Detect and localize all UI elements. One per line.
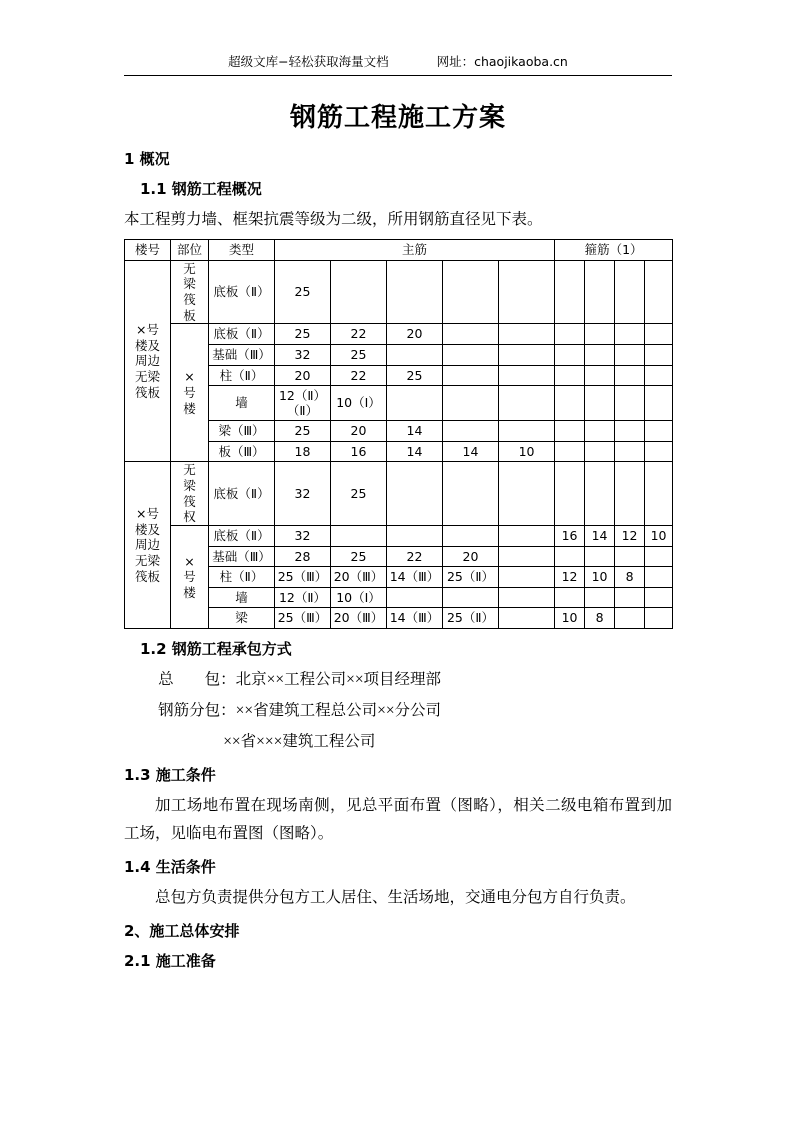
cell-stirrup — [645, 344, 673, 365]
cell-main — [499, 260, 555, 324]
cell-stirrup: 8 — [585, 608, 615, 629]
cell-stirrup — [555, 365, 585, 386]
cell-main: 20 — [275, 365, 331, 386]
cell-main — [387, 462, 443, 526]
table-row — [125, 525, 673, 546]
cell-stirrup — [615, 546, 645, 567]
paragraph-1-1: 本工程剪力墙、框架抗震等级为二级，所用钢筋直径见下表。 — [124, 211, 543, 228]
cell-main — [387, 386, 443, 421]
cell-main — [499, 344, 555, 365]
cell-main — [499, 546, 555, 567]
cell-main: 12（Ⅱ） — [275, 587, 331, 608]
cell-main: 25（Ⅱ） — [443, 567, 499, 588]
cell-type: 底板（Ⅱ） — [209, 525, 275, 546]
cell-stirrup — [585, 546, 615, 567]
cell-stirrup — [645, 587, 673, 608]
cell-main — [443, 386, 499, 421]
cell-main: 10（Ⅰ） — [331, 587, 387, 608]
th-building: 楼号 — [125, 240, 171, 261]
cell-stirrup: 10 — [585, 567, 615, 588]
paragraph-1-3: 加工场地布置在现场南侧，见总平面布置（图略），相关二级电箱布置到加工场，见临电布置图（图略）。 — [124, 797, 672, 842]
cell-main — [331, 525, 387, 546]
heading-1: 1 概况 — [124, 150, 170, 168]
cell-main: 20（Ⅲ） — [331, 608, 387, 629]
cell-stirrup: 8 — [615, 567, 645, 588]
cell-main: 18 — [275, 441, 331, 462]
cell-main: 10（Ⅰ） — [331, 386, 387, 421]
cell-main — [499, 567, 555, 588]
heading-1-2: 1.2 钢筋工程承包方式 — [140, 640, 292, 658]
paragraph-1-4: 总包方负责提供分包方工人居住、生活场地，交通电分包方自行负责。 — [155, 888, 636, 906]
cell-stirrup — [555, 421, 585, 442]
cell-type: 梁 — [209, 608, 275, 629]
cell-main — [499, 608, 555, 629]
cell-main: 25 — [275, 324, 331, 345]
cell-stirrup — [585, 324, 615, 345]
cell-stirrup — [615, 462, 645, 526]
cell-stirrup — [615, 421, 645, 442]
cell-part-2-2: ×号楼 — [171, 525, 209, 628]
cell-main: 14（Ⅲ） — [387, 567, 443, 588]
cell-part-2-1: 无梁筏权 — [171, 462, 209, 526]
heading-1-1: 1.1 钢筋工程概况 — [140, 180, 262, 198]
cell-stirrup — [615, 260, 645, 324]
rebar-table — [124, 239, 673, 629]
cell-type: 底板（Ⅱ） — [209, 324, 275, 345]
cell-stirrup — [555, 587, 585, 608]
cell-stirrup — [615, 386, 645, 421]
cell-type: 梁（Ⅲ） — [209, 421, 275, 442]
cell-main — [443, 365, 499, 386]
cell-stirrup — [645, 441, 673, 462]
cell-main: 25 — [275, 421, 331, 442]
cell-main: 25 — [331, 546, 387, 567]
cell-type: 墙 — [209, 386, 275, 421]
document-content — [124, 85, 672, 978]
paragraph-1-2-line1: 总 包：北京××工程公司××项目经理部 — [158, 671, 442, 688]
cell-main — [387, 344, 443, 365]
cell-main: 20 — [443, 546, 499, 567]
cell-main — [443, 260, 499, 324]
cell-stirrup — [645, 421, 673, 442]
cell-main: 10 — [499, 441, 555, 462]
cell-main: 32 — [275, 462, 331, 526]
th-main-rebar: 主筋 — [275, 240, 555, 261]
cell-main: 20 — [331, 421, 387, 442]
cell-main: 16 — [331, 441, 387, 462]
cell-type: 板（Ⅲ） — [209, 441, 275, 462]
heading-1-4: 1.4 生活条件 — [124, 857, 216, 876]
table-row — [125, 324, 673, 345]
cell-main: 25（Ⅲ） — [275, 567, 331, 588]
cell-type: 底板（Ⅱ） — [209, 462, 275, 526]
cell-main: 32 — [275, 344, 331, 365]
cell-main — [443, 525, 499, 546]
cell-main — [387, 525, 443, 546]
cell-stirrup — [615, 441, 645, 462]
cell-main — [387, 587, 443, 608]
cell-stirrup — [615, 587, 645, 608]
cell-stirrup — [585, 365, 615, 386]
cell-stirrup — [585, 260, 615, 324]
cell-main — [443, 587, 499, 608]
cell-stirrup — [645, 365, 673, 386]
cell-main: 14 — [443, 441, 499, 462]
cell-stirrup — [555, 386, 585, 421]
cell-stirrup — [555, 260, 585, 324]
cell-stirrup — [555, 441, 585, 462]
cell-stirrup — [645, 260, 673, 324]
cell-stirrup: 10 — [645, 525, 673, 546]
cell-main: 32 — [275, 525, 331, 546]
cell-stirrup — [615, 324, 645, 345]
cell-main — [499, 462, 555, 526]
header-website-label: 网址：chaojikaoba.cn — [436, 54, 568, 69]
cell-stirrup — [585, 441, 615, 462]
page-title: 钢筋工程施工方案 — [289, 103, 506, 133]
cell-stirrup: 12 — [555, 567, 585, 588]
cell-main: 22 — [331, 365, 387, 386]
cell-main: 28 — [275, 546, 331, 567]
th-part: 部位 — [171, 240, 209, 261]
cell-stirrup — [645, 462, 673, 526]
cell-main: 25（Ⅱ） — [443, 608, 499, 629]
cell-stirrup: 12 — [615, 525, 645, 546]
cell-main: 14（Ⅲ） — [387, 608, 443, 629]
th-type: 类型 — [209, 240, 275, 261]
cell-main — [443, 462, 499, 526]
cell-stirrup — [615, 608, 645, 629]
cell-stirrup — [585, 462, 615, 526]
cell-type: 基础（Ⅲ） — [209, 344, 275, 365]
cell-stirrup — [615, 344, 645, 365]
cell-stirrup — [645, 324, 673, 345]
cell-main: 25 — [331, 462, 387, 526]
cell-type: 柱（Ⅱ） — [209, 567, 275, 588]
page-header — [124, 52, 672, 76]
cell-main: 20（Ⅲ） — [331, 567, 387, 588]
cell-building-2: ×号楼及周边无梁筏板 — [125, 462, 171, 629]
cell-main — [331, 260, 387, 324]
cell-stirrup — [585, 421, 615, 442]
cell-stirrup: 14 — [585, 525, 615, 546]
cell-stirrup — [645, 567, 673, 588]
cell-main — [443, 344, 499, 365]
cell-stirrup — [555, 344, 585, 365]
table-row — [125, 462, 673, 526]
cell-building-1: ×号楼及周边无梁筏板 — [125, 260, 171, 462]
cell-main — [499, 587, 555, 608]
cell-stirrup — [615, 365, 645, 386]
cell-stirrup: 16 — [555, 525, 585, 546]
th-stirrup: 箍筋（1） — [555, 240, 673, 261]
cell-stirrup — [555, 546, 585, 567]
heading-2-1: 2.1 施工准备 — [124, 951, 216, 970]
cell-main — [443, 324, 499, 345]
cell-main — [499, 421, 555, 442]
cell-stirrup — [645, 546, 673, 567]
cell-main — [499, 386, 555, 421]
cell-stirrup — [555, 324, 585, 345]
cell-stirrup — [555, 462, 585, 526]
cell-main: 25 — [387, 365, 443, 386]
table-header-row — [125, 240, 673, 261]
cell-main: 25（Ⅲ） — [275, 608, 331, 629]
cell-main: 25 — [331, 344, 387, 365]
table-row — [125, 260, 673, 324]
cell-part-1-2: ×号楼 — [171, 324, 209, 462]
heading-1-3: 1.3 施工条件 — [124, 766, 216, 785]
cell-main — [499, 365, 555, 386]
cell-main: 14 — [387, 421, 443, 442]
cell-stirrup — [645, 608, 673, 629]
cell-main: 22 — [387, 546, 443, 567]
cell-main: 20 — [387, 324, 443, 345]
cell-type: 底板（Ⅱ） — [209, 260, 275, 324]
cell-type: 基础（Ⅲ） — [209, 546, 275, 567]
paragraph-1-2-line2: 钢筋分包：××省建筑工程总公司××分公司 — [158, 702, 442, 720]
cell-main: 12（Ⅱ）（Ⅱ） — [275, 386, 331, 421]
paragraph-1-2-line3: ××省×××建筑工程公司 — [223, 733, 376, 751]
cell-main — [387, 260, 443, 324]
cell-stirrup: 10 — [555, 608, 585, 629]
cell-main: 25 — [275, 260, 331, 324]
cell-type: 墙 — [209, 587, 275, 608]
cell-stirrup — [645, 386, 673, 421]
heading-2: 2、施工总体安排 — [124, 921, 240, 940]
cell-main: 14 — [387, 441, 443, 462]
cell-part-1-1: 无梁筏板 — [171, 260, 209, 324]
cell-stirrup — [585, 386, 615, 421]
cell-type: 柱（Ⅱ） — [209, 365, 275, 386]
cell-main — [443, 421, 499, 442]
cell-main — [499, 324, 555, 345]
cell-main — [499, 525, 555, 546]
cell-main: 22 — [331, 324, 387, 345]
header-left-text: 超级文库−轻松获取海量文档 — [228, 54, 389, 69]
cell-stirrup — [585, 344, 615, 365]
cell-stirrup — [585, 587, 615, 608]
